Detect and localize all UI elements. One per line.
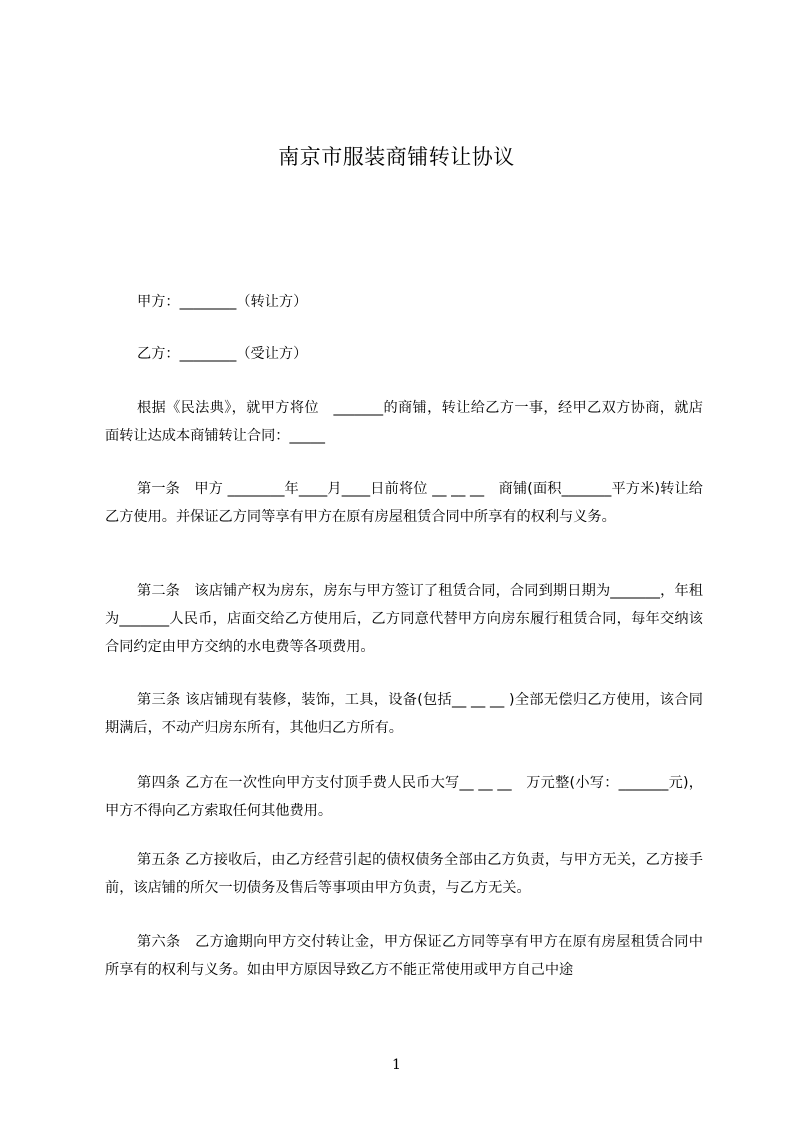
article-6-paragraph: 第六条 乙方逾期向甲方交付转让金，甲方保证乙方同等享有甲方在原有房屋租赁合同中所享有的权利与义务。如由甲方原因导致乙方不能正常使用或甲方自己中途 [105, 934, 703, 978]
article-4-paragraph: 第四条 乙方在一次性向甲方支付顶手费人民币大写__ __ __ 万元整(小写：_______元)，甲方不得向乙方索取任何其他费用。 [105, 775, 703, 819]
page-number: 1 [392, 1057, 401, 1073]
preamble-paragraph: 根据《民法典》，就甲方将位 _______的商铺，转让给乙方一事，经甲乙双方协商，就店面转让达成本商铺转让合同：_____ [105, 400, 703, 444]
document-title: 南京市服装商铺转让协议 [278, 145, 515, 169]
article-3-paragraph: 第三条 该店铺现有装修，装饰，工具，设备(包括__ __ __ )全部无偿归乙方使用，该合同期满后，不动产归房东所有，其他归乙方所有。 [105, 692, 703, 736]
article-5-paragraph: 第五条 乙方接收后，由乙方经营引起的债权债务全部由乙方负责，与甲方无关，乙方接手前，该店铺的所欠一切债务及售后等事项由甲方负责，与乙方无关。 [105, 852, 703, 896]
party-b-line: 乙方：________（受让方） [137, 346, 308, 362]
article-2-paragraph: 第二条 该店铺产权为房东，房东与甲方签订了租赁合同，合同到期日期为_______，年租为_______人民币，店面交给乙方使用后，乙方同意代替甲方向房东履行租赁合同，每年交纳该合同约定由甲方交纳的水电费等各项费用。 [105, 583, 703, 655]
article-1-paragraph: 第一条 甲方 ________年____月____日前将位 __ __ __ 商铺(面积_______平方米)转让给乙方使用。并保证乙方同等享有甲方在原有房屋租赁合同中所享有的权利与义务。 [105, 481, 703, 525]
party-a-line: 甲方：________（转让方） [137, 294, 308, 310]
